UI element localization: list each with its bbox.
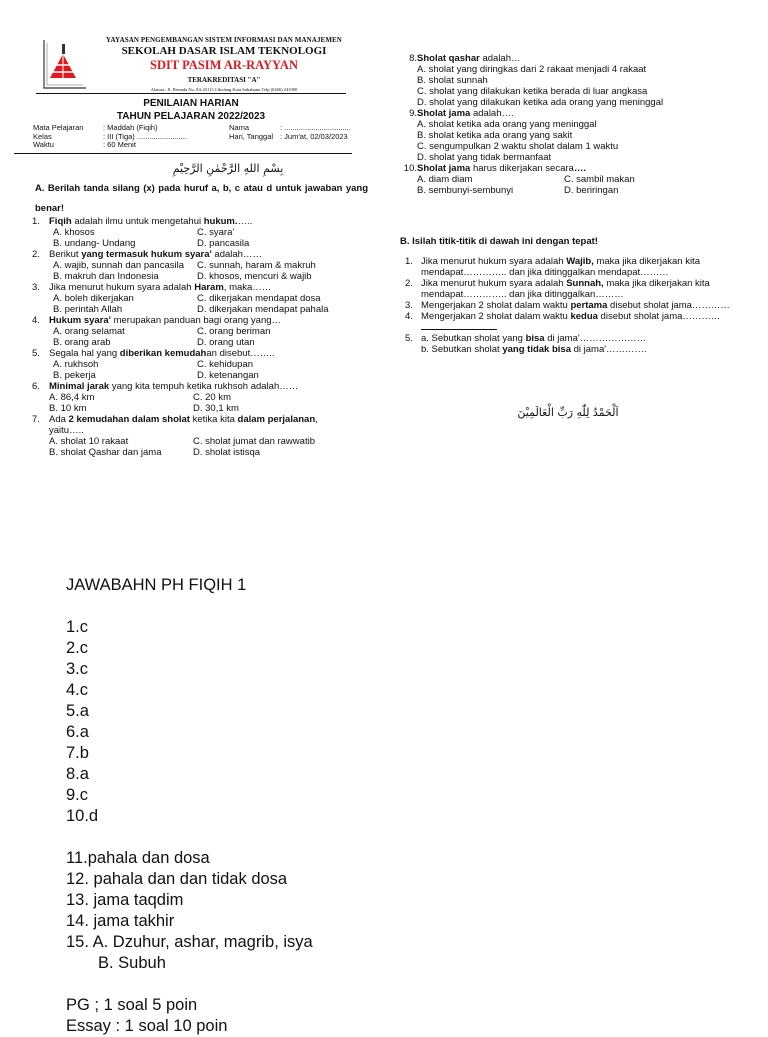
essay-item [405, 278, 735, 300]
answer-option: A. sholat 10 rakaat [49, 436, 129, 447]
answer-option: B. makruh dan Indonesia [53, 271, 159, 282]
answer-key-item: 15. A. Dzuhur, ashar, magrib, isya [66, 933, 313, 951]
meta-value: : III (Tiga) ........................ [103, 131, 187, 141]
question-text: Segala hal yang diberikan kemudahan disebut…….. [49, 348, 275, 359]
question-text: Jika menurut hukum syara adalah Haram, maka…… [49, 282, 272, 293]
meta-row [229, 133, 351, 142]
answer-option: D. beriringan [564, 185, 619, 196]
question-stem [32, 348, 372, 359]
question-stem [400, 163, 730, 174]
answer-option: B. orang arab [53, 337, 111, 348]
school-address: Alamat : Jl. Pemuda No. 8A 43113 Cibolang Kota Sukabumi Telp (0266) 241000 [150, 87, 298, 92]
answer-option: D. sholat istisqa [193, 447, 261, 458]
essay-item [405, 311, 735, 333]
answer-option: C. sambil makan [564, 174, 635, 185]
answer-options [32, 326, 372, 348]
answer-options [32, 359, 372, 381]
answer-option: B. undang- Undang [53, 238, 136, 249]
answer-option: C. sengumpulkan 2 waktu sholat dalam 1 waktu [417, 141, 619, 152]
answer-key-item: 10.d [66, 807, 99, 825]
question-number: 10. [403, 163, 417, 174]
answer-option: A. wajib, sunnah dan pancasila [53, 260, 184, 271]
essay-text: Mengerjakan 2 sholat dalam waktu kedua disebut sholat jama………… [421, 311, 735, 333]
answer-option: C. sunnah, haram & makruh [197, 260, 316, 271]
essay-number: 5. [405, 333, 413, 344]
answer-key-item: 4.c [66, 681, 89, 699]
header-divider [36, 93, 346, 94]
meta-key: Mata Pelajaran [33, 123, 84, 132]
scoring-rule: PG ; 1 soal 5 poin [66, 996, 198, 1014]
question-number: 7. [32, 414, 40, 425]
essay-number: 3. [405, 300, 413, 311]
answer-key [66, 575, 726, 1037]
answer-option: C. 20 km [193, 392, 232, 403]
question-number: 6. [32, 381, 40, 392]
question-stem [32, 249, 372, 260]
answer-key-item: 1.c [66, 618, 89, 636]
answer-option: B. sholat ketika ada orang yang sakit [417, 130, 573, 141]
meta-value: : Jum'at, 02/03/2023 [280, 131, 348, 141]
answer-option: D. dikerjakan mendapat pahala [197, 304, 329, 315]
section-b-instruction: B. Isilah titik-titik di dawah ini dengan tepat! [400, 236, 598, 247]
answer-option: C. dikerjakan mendapat dosa [197, 293, 321, 304]
answer-key-item: 14. jama takhir [66, 912, 175, 930]
answer-option: D. orang utan [197, 337, 255, 348]
accreditation: TERAKREDITASI "A" [187, 76, 261, 84]
essay-text: Jika menurut hukum syara adalah Wajib, maka jika dikerjakan kita mendapat………….. dan jika ditinggalkan mendapat……… [421, 256, 700, 278]
question-stem [32, 282, 372, 293]
question-text: Hukum syara' merupakan panduan bagi orang yang… [49, 315, 282, 326]
question-stem [400, 53, 730, 64]
answer-option: A. 86,4 km [49, 392, 95, 403]
answer-option: B. perintah Allah [53, 304, 123, 315]
question-text: Sholat qashar adalah… [417, 53, 521, 64]
answer-key-item: 6.a [66, 723, 89, 741]
school-unit: SDIT PASIM AR-RAYYAN [150, 58, 298, 72]
essay-text: Mengerjakan 2 sholat dalam waktu pertama disebut sholat jama………… [421, 300, 730, 311]
section-b-items [405, 256, 735, 355]
meta-value: : Maddah (Fiqih) [103, 123, 158, 132]
answer-key-item: 12. pahala dan dan tidak dosa [66, 870, 288, 888]
answer-key-item: 9.c [66, 786, 89, 804]
meta-key: Waktu [33, 140, 54, 149]
exam-year: TAHUN PELAJARAN 2022/2023 [116, 111, 266, 122]
essay-text: Jika menurut hukum syara adalah Sunnah, maka jika dikerjakan kita mendapat………….. dan jika ditinggalkan……… [421, 278, 710, 300]
answer-option: C. sholat yang dilakukan ketika berada di luar angkasa [417, 86, 648, 97]
question-number: 4. [32, 315, 40, 326]
answer-key-item: 3.c [66, 660, 89, 678]
answer-option: D. sholat yang dilakukan ketika ada orang yang meninggal [417, 97, 664, 108]
question-stem [32, 381, 372, 392]
meta-value: : 60 Menit [103, 140, 136, 149]
answer-option: A. rukhsoh [53, 359, 99, 370]
answer-option: C. kehidupan [197, 359, 253, 370]
answer-option: C. orang beriman [197, 326, 271, 337]
essay-item [405, 333, 735, 355]
answer-option: D. 30,1 km [193, 403, 239, 414]
question-number: 5. [32, 348, 40, 359]
question-text: Berikut yang termasuk hukum syara' adalah…… [49, 249, 262, 260]
answer-option: D. sholat yang tidak bermanfaat [417, 152, 552, 163]
meta-row [33, 141, 187, 150]
meta-key: Hari, Tanggal [229, 131, 274, 141]
bismillah: بِسْمِ اللهِ الرَّحْمٰنِ الرَّحِيْمِ [172, 162, 284, 175]
answer-key-item: 8.a [66, 765, 89, 783]
answer-key-item: 5.a [66, 702, 89, 720]
exam-meta-right [229, 124, 351, 141]
answer-options [32, 436, 372, 458]
answer-option: B. pekerja [53, 370, 96, 381]
exam-meta-left [33, 124, 187, 150]
meta-key: Nama [229, 123, 250, 132]
school-name: SEKOLAH DASAR ISLAM TEKNOLOGI [121, 45, 327, 57]
answer-option: D. pancasila [197, 238, 250, 249]
question-stem [32, 414, 372, 425]
answer-option: A. orang selamat [53, 326, 125, 337]
answer-option: B. sembunyi-sembunyi [417, 185, 514, 196]
essay-number: 2. [405, 278, 413, 289]
answer-option: B. sholat Qashar dan jama [49, 447, 162, 458]
answer-key-item: B. Subuh [98, 954, 166, 972]
question-text: Sholat jama harus dikerjakan secara…. [417, 163, 586, 174]
answer-option: C. syara' [197, 227, 235, 238]
spacer [66, 974, 726, 995]
question-stem [400, 108, 730, 119]
answer-key-item: 7.b [66, 744, 89, 762]
questions-right-column [400, 53, 730, 196]
answer-key-item: 11.pahala dan dosa [66, 849, 210, 867]
questions-left-column [32, 216, 372, 458]
alhamdulillah: اَلْحَمْدُ لِلّٰهِ رَبِّ الْعَالَمِيْنَ [517, 406, 619, 419]
answer-option: A. khosos [53, 227, 95, 238]
question-text: Fiqih adalah ilmu untuk mengetahui hukum.….. [49, 216, 253, 227]
question-continuation: yaitu….. [49, 425, 84, 436]
question-number: 2. [32, 249, 40, 260]
answer-key-title: JAWABAHN PH FIQIH 1 [66, 576, 247, 594]
foundation-name: YAYASAN PENGEMBANGAN SISTEM INFORMASI DAN MANAJEMEN [106, 36, 342, 44]
section-a-instruction: A. Berilah tanda silang (x) pada huruf a, b, c atau d untuk jawaban yang benar! [35, 183, 368, 214]
spacer [66, 827, 726, 848]
answer-option: A. sholat ketika ada orang yang meninggal [417, 119, 597, 130]
question-number: 8. [409, 53, 417, 64]
meta-value: : ................................ [280, 123, 351, 132]
answer-option: D. khosos, mencuri & wajib [197, 271, 312, 282]
question-number: 3. [32, 282, 40, 293]
answer-options [32, 293, 372, 315]
answer-key-item: 13. jama taqdim [66, 891, 184, 909]
answer-option: A. diam diam [417, 174, 473, 185]
school-header [84, 36, 364, 93]
scoring-rule: Essay : 1 soal 10 poin [66, 1017, 228, 1035]
question-text: Ada 2 kemudahan dalam sholat ketika kita dalam perjalanan, [49, 414, 318, 425]
question-text: Minimal jarak yang kita tempuh ketika rukhsoh adalah…… [49, 381, 299, 392]
essay-number: 4. [405, 311, 413, 322]
question-stem [32, 315, 372, 326]
answer-option: B. 10 km [49, 403, 87, 414]
answer-option: C. sholat jumat dan rawwatib [193, 436, 315, 447]
answer-option: A. sholat yang diringkas dari 2 rakaat menjadi 4 rakaat [417, 64, 647, 75]
question-number: 9. [409, 108, 417, 119]
question-number: 1. [32, 216, 40, 227]
answer-option: A. boleh dikerjakan [53, 293, 134, 304]
answer-key-item: 2.c [66, 639, 89, 657]
essay-item [405, 256, 735, 278]
answer-options [32, 260, 372, 282]
exam-title-block [36, 97, 346, 123]
exam-title: PENILAIAN HARIAN [143, 98, 239, 109]
question-text: Sholat jama adalah…. [417, 108, 514, 119]
essay-item [405, 300, 735, 311]
answer-option: B. sholat sunnah [417, 75, 488, 86]
meta-divider [14, 153, 352, 154]
essay-text: a. Sebutkan sholat yang bisa di jama'………………… b. Sebutkan sholat yang tidak bisa di jama'…………. [421, 333, 647, 355]
meta-key: Kelas [33, 131, 52, 141]
answer-option: D. ketenangan [197, 370, 259, 381]
essay-number: 1. [405, 256, 413, 267]
answer-options [32, 392, 372, 414]
question-stem [32, 216, 372, 227]
answer-options [32, 227, 372, 249]
answer-options [400, 174, 730, 196]
